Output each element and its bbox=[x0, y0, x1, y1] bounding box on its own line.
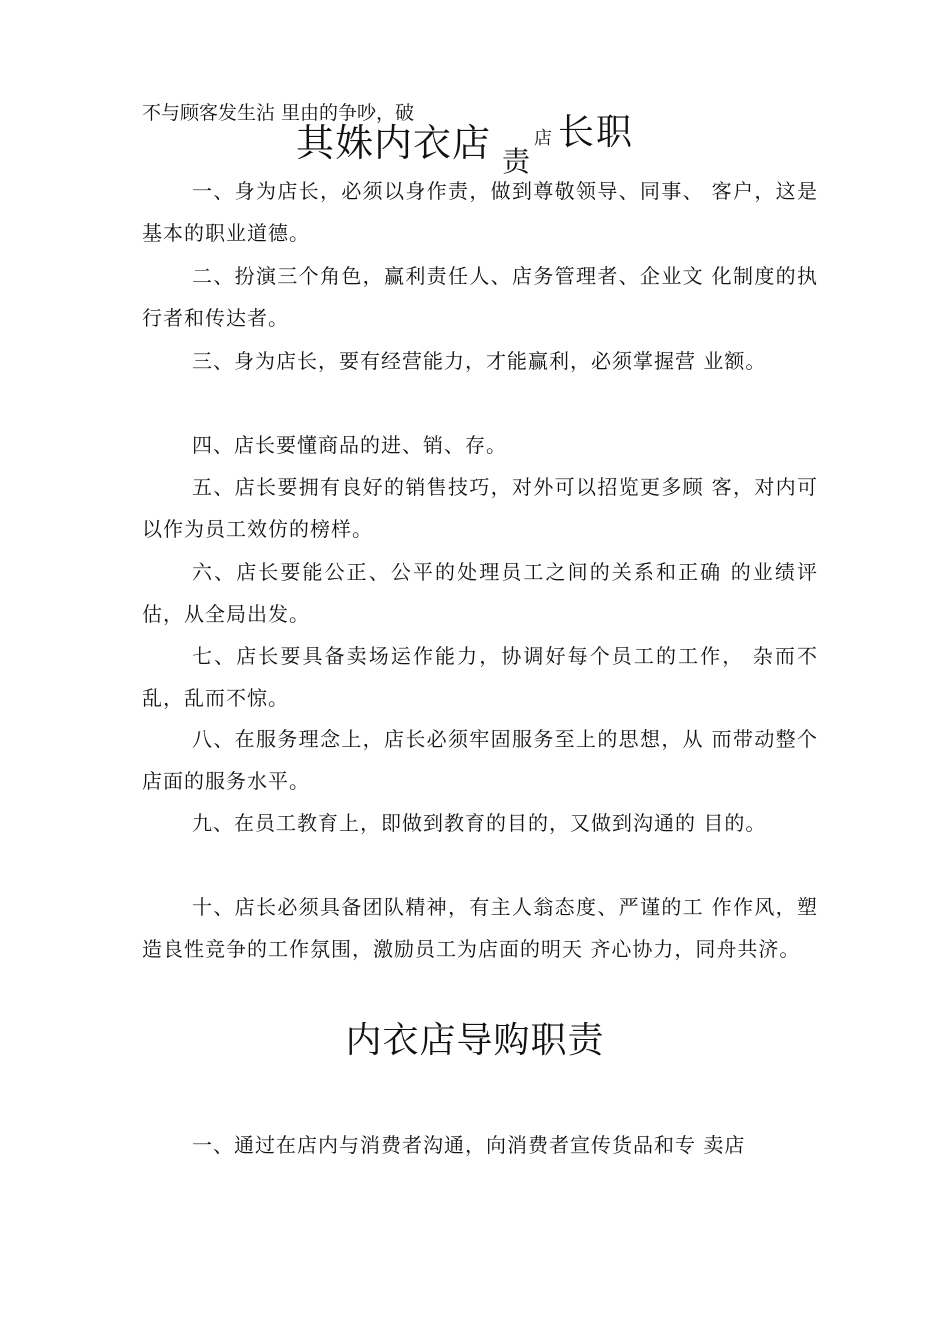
manager-duty-9: 九、在员工教育上，即做到教育的目的，又做到沟通的 目的。 bbox=[192, 811, 767, 835]
manager-duty-2: 二、扮演三个角色，赢利责任人、店务管理者、企业文 化制度的执行者和传达者。 bbox=[142, 264, 818, 330]
manager-duty-8: 八、在服务理念上，店长必须牢固服务至上的思想，从 而带动整个店面的服务水平。 bbox=[142, 727, 818, 793]
page-title-clipped: 责 bbox=[502, 145, 531, 178]
header-overlap-text: 不与顾客发生沾 里由的争吵，破 bbox=[142, 102, 415, 124]
manager-duty-10: 十、店长必须具备团队精神，有主人翁态度、严谨的工 作作风，塑造良性竞争的工作氛围，激励员工为店面的明天 齐心协力，同舟共济。 bbox=[142, 895, 818, 961]
manager-duty-7: 七、店长要具备卖场运作能力，协调好每个员工的工作， 杂而不乱，乱而不惊。 bbox=[142, 644, 818, 710]
manager-duty-4: 四、店长要懂商品的进、销、存。 bbox=[192, 433, 507, 457]
page-title-main: 其姝内衣店 bbox=[296, 121, 492, 165]
section-title-guide: 内衣店导购职责 bbox=[345, 1020, 605, 1061]
guide-duty-1: 一、通过在店内与消费者沟通，向消费者宣传货品和专 卖店 bbox=[192, 1133, 746, 1157]
manager-duty-6: 六、店长要能公正、公平的处理员工之间的关系和正确 的业绩评估，从全局出发。 bbox=[142, 560, 818, 626]
manager-duty-1: 一、身为店长，必须以身作责，做到尊敬领导、同事、 客户，这是基本的职业道德。 bbox=[142, 179, 818, 245]
manager-duty-3: 三、身为店长，要有经营能力，才能赢利，必须掌握营 业额。 bbox=[192, 349, 767, 373]
manager-duty-5: 五、店长要拥有良好的销售技巧，对外可以招览更多顾 客，对内可以作为员工效仿的榜样。 bbox=[142, 475, 818, 541]
page-title-tail: 长职 bbox=[558, 112, 635, 153]
page-title-small: 店 bbox=[534, 128, 552, 149]
